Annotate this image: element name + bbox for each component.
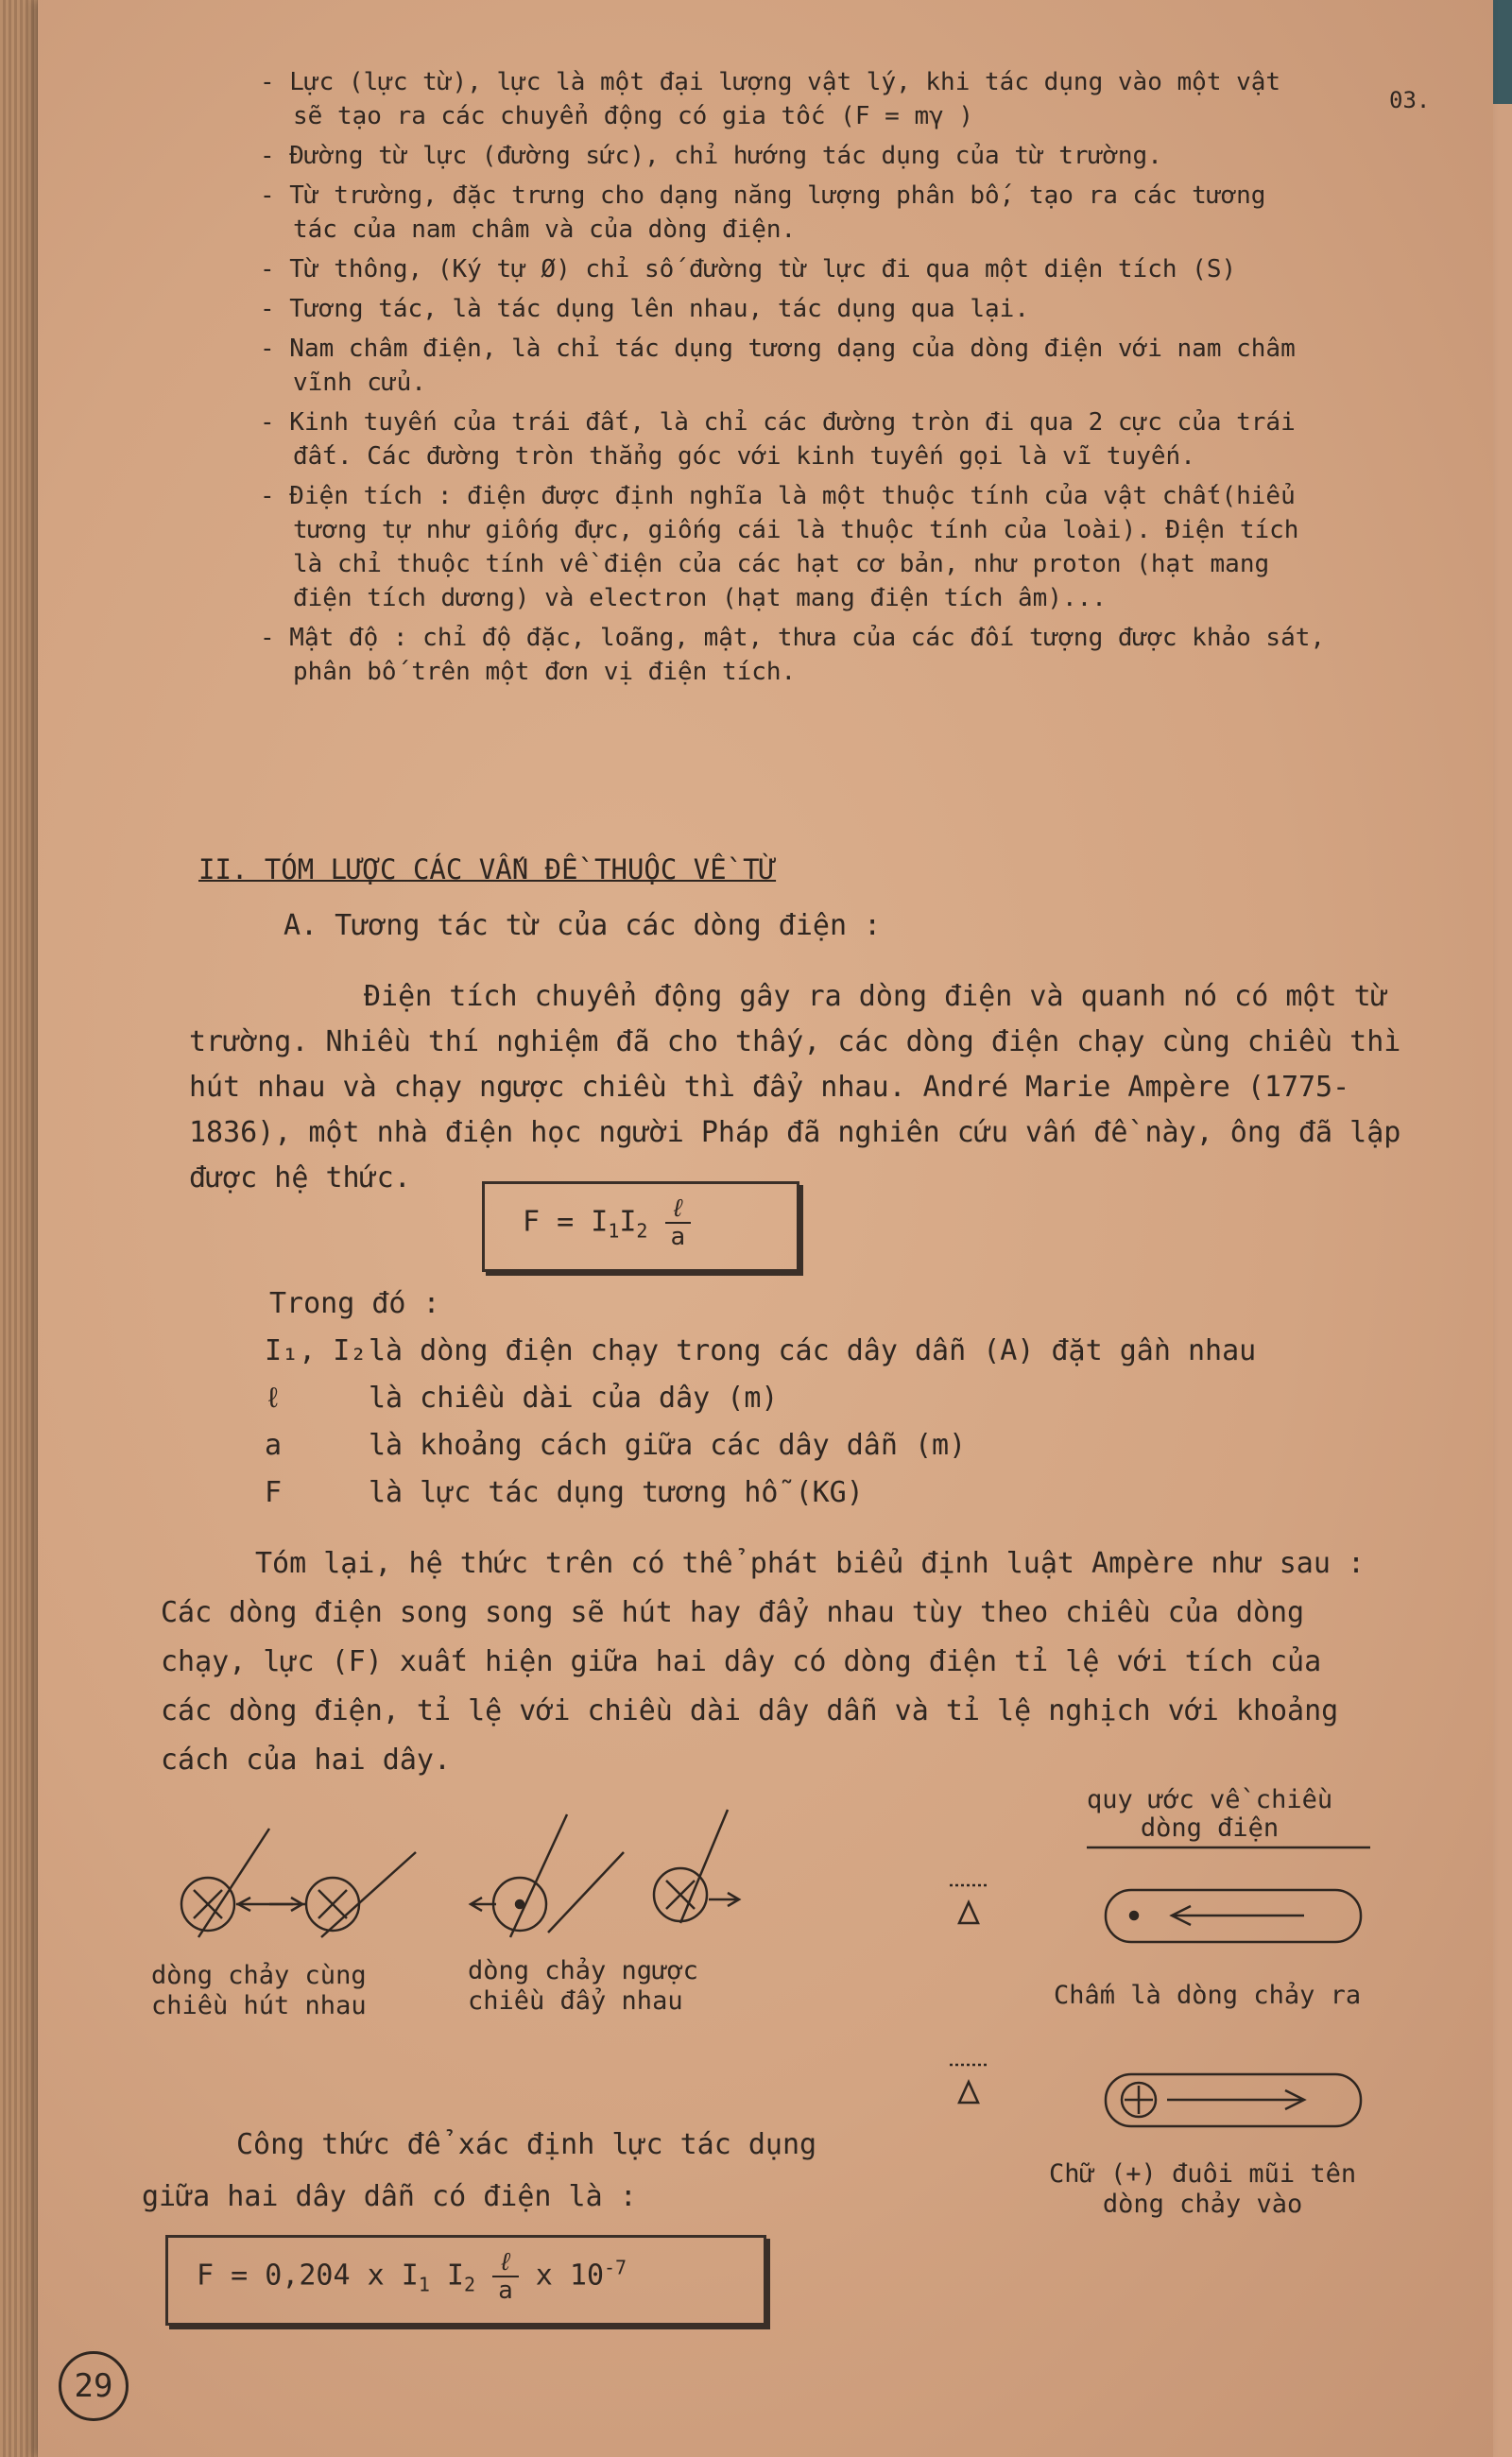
definition-line: là chỉ thuộc tính về điện của các hạt cơ bản, như proton (hạt mang	[293, 550, 1270, 578]
summary-line: chạy, lực (F) xuất hiện giữa hai dây có dòng điện tỉ lệ với tích của	[161, 1645, 1322, 1678]
definition-line: - Nam châm điện, là chỉ tác dụng tương dạng của dòng điện với nam châm	[260, 335, 1296, 363]
page-number-bottom: 29	[59, 2351, 129, 2421]
definition-line: vĩnh cửu.	[293, 369, 426, 397]
where-symbol: a	[265, 1429, 283, 1462]
eye-icon-2	[959, 2082, 978, 2103]
convention-title: quy ước về chiều dòng điện	[1087, 1785, 1333, 1843]
section-heading: II. TÓM LƯỢC CÁC VẤN ĐỀ THUỘC VỀ TỪ	[198, 853, 777, 885]
summary-line: Tóm lại, hệ thức trên có thể phát biểu định luật Ampère như sau :	[255, 1547, 1365, 1580]
final-intro-1: Công thức để xác định lực tác dụng	[236, 2128, 817, 2161]
where-description: là khoảng cách giữa các dây dẫn (m)	[369, 1429, 967, 1462]
intro-line: Điện tích chuyển động gây ra dòng điện và quanh nó có một từ	[364, 980, 1388, 1013]
definition-line: - Lực (lực từ), lực là một đại lượng vật lý, khi tác dụng vào một vật	[260, 68, 1281, 96]
where-label: Trong đó :	[269, 1287, 440, 1320]
definition-line: - Từ trường, đặc trưng cho dạng năng lượng phân bố, tạo ra các tương	[260, 181, 1266, 210]
definition-line: - Kinh tuyến của trái đất, là chỉ các đường tròn đi qua 2 cực của trái	[260, 408, 1296, 437]
definition-line: - Đường từ lực (đường sức), chỉ hướng tác dụng của từ trường.	[260, 142, 1162, 170]
definition-line: - Điện tích : điện được định nghĩa là một thuộc tính của vật chất(hiểu	[260, 482, 1296, 510]
intro-line: hút nhau và chạy ngược chiều thì đẩy nhau. André Marie Ampère (1775-	[189, 1071, 1350, 1104]
final-formula-box	[165, 2235, 766, 2326]
where-symbol: ℓ	[265, 1382, 283, 1415]
where-symbol: F	[265, 1476, 283, 1509]
document-page	[38, 0, 1493, 2457]
intro-line: 1836), một nhà điện học người Pháp đã nghiên cứu vấn đề này, ông đã lập	[189, 1116, 1401, 1149]
final-intro-2: giữa hai dây dẫn có điện là :	[142, 2180, 637, 2213]
where-description: là lực tác dụng tương hỗ (KG)	[369, 1476, 864, 1509]
summary-line: các dòng điện, tỉ lệ với chiều dài dây dẫn và tỉ lệ nghịch với khoảng	[161, 1694, 1339, 1727]
definition-line: sẽ tạo ra các chuyển động có gia tốc (F = mγ )	[293, 102, 974, 130]
definition-line: tương tự như giống đực, giống cái là thuộc tính của loài). Điện tích	[293, 516, 1299, 544]
intro-line: được hệ thức.	[189, 1161, 411, 1194]
figures-svg	[38, 0, 1493, 2457]
section-subheading: A. Tương tác từ của các dòng điện :	[284, 909, 882, 942]
definition-line: điện tích dương) và electron (hạt mang điện tích âm)...	[293, 584, 1107, 612]
caption-cross: Chữ (+) đuôi mũi tên dòng chảy vào	[1049, 2159, 1357, 2219]
definition-line: đất. Các đường tròn thẳng góc với kinh tuyến gọi là vĩ tuyến.	[293, 442, 1195, 471]
ampere-formula: $F = I_1I_2$ $\frac{\text{ℓ}}{a}$	[523, 1195, 691, 1250]
where-description: là chiều dài của dây (m)	[369, 1382, 779, 1415]
definition-line: tác của nam châm và của dòng điện.	[293, 215, 797, 244]
final-formula: F = 0,204 x $I_1$ $I_2$ $\frac{\text{ℓ}}{a}$ x $10^{-7}$	[197, 2248, 627, 2305]
caption-opposite-direction: dòng chảy ngược chiều đẩy nhau	[468, 1956, 698, 2016]
definition-line: - Tương tác, là tác dụng lên nhau, tác dụng qua lại.	[260, 295, 1029, 323]
eye-icon-1	[959, 1902, 978, 1923]
definition-line: phân bố trên một đơn vị điện tích.	[293, 658, 797, 686]
caption-dot: Chấm là dòng chảy ra	[1054, 1981, 1362, 2010]
definition-line: - Mật độ : chỉ độ đặc, loãng, mật, thưa của các đối tượng được khảo sát,	[260, 624, 1326, 652]
definition-line: - Từ thông, (Ký tự Ø) chỉ số đường từ lực đi qua một diện tích (S)	[260, 255, 1237, 284]
summary-line: cách của hai dây.	[161, 1744, 452, 1777]
where-symbol: I₁, I₂	[265, 1334, 368, 1367]
page-number-top: 03.	[1389, 87, 1431, 113]
intro-line: trường. Nhiều thí nghiệm đã cho thấy, các dòng điện chạy cùng chiều thì	[189, 1025, 1401, 1058]
where-description: là dòng điện chạy trong các dây dẫn (A) đặt gần nhau	[369, 1334, 1257, 1367]
summary-line: Các dòng điện song song sẽ hút hay đẩy nhau tùy theo chiều của dòng	[161, 1596, 1305, 1629]
caption-same-direction: dòng chảy cùng chiều hút nhau	[151, 1961, 367, 2020]
